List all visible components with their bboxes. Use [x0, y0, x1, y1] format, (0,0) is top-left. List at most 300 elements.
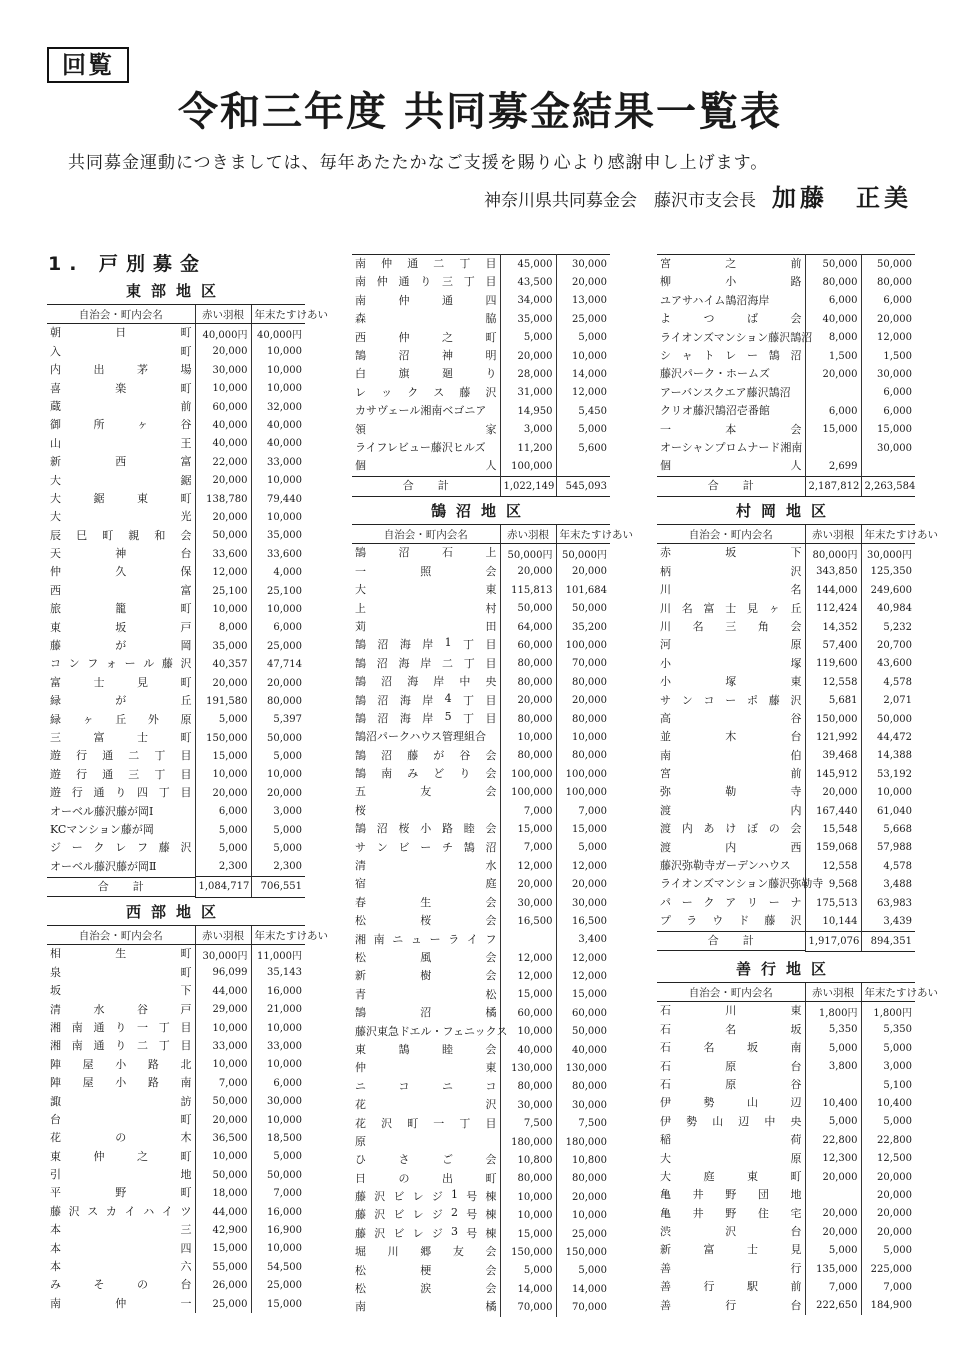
year-end-amount: 5,100 [861, 1076, 915, 1094]
table-row [352, 820, 610, 838]
year-end-amount: 10,000 [251, 1019, 305, 1037]
red-feather-amount: 20,000 [195, 472, 251, 490]
row-name [352, 857, 500, 875]
name-char: 石 [442, 546, 453, 560]
year-end-amount: 5,397 [251, 711, 305, 729]
name-char: 谷 [137, 1002, 148, 1016]
name-char: 富 [703, 601, 715, 615]
table-row [657, 1223, 915, 1241]
column-header-year: 年末たすけあい [861, 525, 915, 544]
red-feather-amount [805, 384, 861, 402]
red-feather-amount: 16,500 [500, 912, 556, 930]
name-char: 水 [93, 1002, 105, 1016]
name-char: レ [412, 1226, 424, 1240]
table-row [352, 421, 610, 439]
red-feather-amount: 28,000 [500, 365, 556, 383]
year-end-amount: 20,000 [861, 1205, 915, 1223]
table-row [657, 1168, 915, 1186]
year-end-amount: 249,600 [861, 581, 915, 599]
name-char: 通 [398, 275, 410, 289]
name-char: 南 [790, 1041, 802, 1055]
table-row [47, 945, 305, 964]
table-row [657, 365, 915, 383]
year-end-amount: 3,439 [861, 912, 915, 931]
name-char: 保 [180, 565, 192, 579]
total-label [352, 476, 500, 496]
row-name [657, 563, 805, 581]
name-char: 青 [355, 987, 366, 1001]
total-row [657, 476, 915, 496]
red-feather-amount: 2,300 [195, 858, 251, 877]
name-char: 大 [660, 1169, 671, 1183]
zengyo-district-block [657, 956, 938, 1315]
row-name: KCマンション藤が岡 [50, 822, 154, 836]
name-char: が [115, 694, 127, 708]
row-name [352, 457, 500, 475]
table-row [352, 1151, 610, 1169]
name-char: 個 [660, 459, 671, 473]
red-feather-amount: 10,800 [500, 1151, 556, 1169]
name-char: ニ [355, 1079, 366, 1093]
row-name [657, 1150, 805, 1168]
name-char: 三 [442, 275, 453, 289]
name-char: 原 [790, 638, 802, 652]
name-char: 沼 [377, 638, 389, 652]
row-name [47, 1240, 195, 1258]
name-char: 旅 [50, 602, 61, 616]
table-row [47, 619, 305, 637]
district-title: 鵠沼地区 [430, 502, 531, 520]
red-feather-amount: 80,000 [500, 673, 556, 691]
row-name [47, 674, 195, 692]
name-char: 藤 [355, 1190, 366, 1204]
name-char: そ [93, 1278, 105, 1292]
name-char: 号 [466, 1190, 478, 1204]
name-char: 領 [355, 422, 366, 436]
year-end-amount: 20,000 [251, 784, 305, 802]
name-char: 町 [180, 1186, 192, 1200]
year-end-amount: 4,578 [861, 857, 915, 875]
table-row [352, 1188, 610, 1206]
row-name [657, 255, 805, 273]
year-end-amount: 20,000 [861, 1168, 915, 1186]
red-feather-amount: 112,424 [805, 600, 861, 618]
name-char: 渡 [660, 822, 671, 836]
year-end-amount: 20,000 [556, 273, 610, 291]
name-char: 善 [660, 1261, 671, 1275]
row-name [47, 398, 195, 416]
year-end-amount: 3,000 [861, 1058, 915, 1076]
row-name [657, 783, 805, 801]
name-char: 和 [154, 528, 166, 542]
row-name [352, 765, 500, 783]
table-row [352, 912, 610, 930]
red-feather-amount [805, 439, 861, 457]
name-char: 橘 [485, 1300, 497, 1314]
name-char: 田 [485, 619, 497, 633]
table-row [47, 674, 305, 692]
row-name [47, 453, 195, 471]
name-char: 森 [355, 312, 366, 326]
row-name [657, 1039, 805, 1057]
row-name [47, 472, 195, 490]
year-end-amount: 10,000 [251, 361, 305, 379]
year-end-amount: 40,000 [251, 416, 305, 434]
name-char: 路 [790, 275, 802, 289]
year-end-amount: 21,000 [251, 1001, 305, 1019]
name-char: 山 [747, 1096, 758, 1110]
red-feather-amount: 1,800円 [805, 1002, 861, 1021]
name-char: 神 [115, 547, 127, 561]
name-char: 籠 [115, 602, 127, 616]
column-header-name: 自治会・町内会名 [352, 525, 500, 544]
red-feather-amount: 115,813 [500, 581, 556, 599]
name-char: 会 [485, 767, 497, 781]
table-row [352, 1059, 610, 1077]
table-row [352, 986, 610, 1004]
name-char: 会 [485, 1042, 497, 1056]
red-feather-amount: 14,950 [500, 402, 556, 420]
year-end-amount: 5,000 [556, 1262, 610, 1280]
red-feather-amount: 80,000 [500, 710, 556, 728]
row-name [47, 508, 195, 526]
year-end-amount: 6,000 [861, 384, 915, 402]
name-char: 東 [485, 583, 497, 597]
red-feather-amount: 42,900 [195, 1221, 251, 1239]
name-char: 目 [485, 638, 497, 652]
name-char: 野 [725, 1206, 737, 1220]
table-row [657, 820, 915, 838]
row-name [352, 1078, 500, 1096]
row-name [47, 582, 195, 600]
name-char: 団 [757, 1188, 769, 1202]
name-char: 善 [660, 1298, 671, 1312]
year-end-amount: 20,000 [861, 1186, 915, 1204]
name-char: 桜 [420, 914, 432, 928]
year-end-amount: 3,000 [251, 803, 305, 821]
row-name [657, 820, 805, 838]
name-char: ジ [50, 841, 61, 855]
name-char: 沼 [381, 675, 393, 689]
name-char: 涙 [420, 1282, 432, 1296]
row-name [352, 1004, 500, 1022]
row-name [657, 347, 805, 365]
name-char: 花 [355, 1098, 366, 1112]
red-feather-amount: 150,000 [805, 710, 861, 728]
name-char: 清 [50, 1002, 61, 1016]
name-char: 小 [725, 275, 737, 289]
table-row [47, 982, 305, 1000]
name-char: 東 [790, 675, 802, 689]
name-char: 台 [790, 730, 802, 744]
year-end-amount: 15,000 [251, 1295, 305, 1313]
name-char: 本 [725, 422, 737, 436]
name-char: 目 [485, 275, 497, 289]
total-row [657, 931, 915, 951]
name-char: 目 [485, 693, 497, 707]
name-char: 日 [355, 1171, 366, 1185]
name-char: 陣 [50, 1057, 61, 1071]
name-char: 名 [790, 583, 802, 597]
name-char: イ [124, 1204, 136, 1218]
name-char: 沢 [725, 1225, 737, 1239]
red-feather-amount: 64,000 [500, 618, 556, 636]
red-feather-amount: 60,000 [500, 636, 556, 654]
name-char: 沢 [68, 1204, 80, 1218]
name-char: 台 [50, 1112, 61, 1126]
row-name [352, 875, 500, 893]
table-row [657, 273, 915, 291]
table-row [47, 527, 305, 545]
table-row [352, 1023, 610, 1041]
name-char: 谷 [790, 711, 802, 725]
name-char: 会 [485, 969, 497, 983]
table-row [657, 402, 915, 420]
name-char: け [725, 822, 737, 836]
table-row [352, 1206, 610, 1224]
year-end-amount: 10,000 [251, 1240, 305, 1258]
year-end-amount: 20,000 [861, 1223, 915, 1241]
row-name [47, 600, 195, 618]
table-row [657, 329, 915, 347]
year-end-amount: 7,000 [556, 802, 610, 820]
name-char: 仲 [355, 1061, 366, 1075]
name-char: 伯 [790, 748, 802, 762]
year-end-amount: 100,000 [556, 783, 610, 801]
year-end-amount: 2,071 [861, 692, 915, 710]
name-char: 巳 [76, 528, 88, 542]
name-char: 鵠 [768, 348, 780, 362]
row-name [352, 1188, 500, 1206]
year-end-amount: 30,000 [556, 1096, 610, 1114]
table-row [47, 398, 305, 416]
red-feather-amount: 5,000 [805, 1039, 861, 1057]
name-char: 宮 [660, 257, 671, 270]
name-char: 会 [485, 1282, 497, 1296]
name-char: 会 [485, 1263, 497, 1277]
table-row [47, 711, 305, 729]
name-char: 荷 [790, 1133, 802, 1147]
red-feather-amount: 7,000 [195, 1074, 251, 1092]
name-char: 湘 [355, 932, 366, 946]
total-red: 1,022,149 [500, 476, 556, 496]
row-name: 藤沢弥勒寺ガーデンハウス [660, 859, 791, 873]
name-char: 村 [485, 601, 497, 615]
name-char: 鵠 [355, 656, 366, 670]
name-char: 富 [703, 1243, 715, 1257]
name-char: 海 [398, 656, 410, 670]
name-char: ビ [393, 1190, 405, 1204]
red-feather-amount: 25,000 [195, 1295, 251, 1313]
table-row [47, 1203, 305, 1221]
year-end-amount: 10,000 [556, 728, 610, 746]
name-char: 沢 [180, 841, 192, 855]
name-char: 計 [742, 934, 754, 948]
name-char: 通 [102, 749, 114, 763]
row-name [657, 839, 805, 857]
red-feather-amount: 70,000 [500, 1298, 556, 1316]
name-char: ー [725, 693, 737, 707]
name-char: 陣 [50, 1076, 61, 1090]
name-char: 井 [692, 1206, 704, 1220]
red-feather-amount: 2,699 [805, 457, 861, 476]
table-row [657, 581, 915, 599]
name-char: 友 [420, 785, 432, 799]
name-char: 鵠 [355, 711, 366, 725]
name-char: 名 [703, 1041, 715, 1055]
row-name [657, 1223, 805, 1241]
row-name [352, 710, 500, 728]
red-feather-amount: 12,000 [195, 563, 251, 581]
name-char: 生 [420, 895, 432, 909]
row-name [352, 384, 500, 402]
name-char: 見 [747, 601, 758, 615]
name-char: 目 [180, 786, 192, 800]
red-feather-amount: 80,000 [805, 273, 861, 291]
table-header [47, 305, 305, 324]
row-name [352, 292, 500, 310]
name-char: 丁 [463, 275, 475, 289]
table-row [47, 766, 305, 784]
column-header-red: 赤い羽根 [195, 305, 251, 324]
table-row [47, 343, 305, 361]
name-char: 小 [420, 822, 432, 836]
name-char: 海 [399, 711, 411, 725]
name-char: 岡 [180, 639, 192, 653]
year-end-amount: 16,500 [556, 912, 610, 930]
name-char: 大 [660, 1151, 671, 1165]
red-feather-amount: 6,000 [195, 803, 251, 821]
row-name [47, 1056, 195, 1074]
row-name [657, 1186, 805, 1204]
row-name [657, 1021, 805, 1039]
name-char: 町 [485, 1171, 497, 1185]
name-char: 西 [50, 583, 61, 597]
name-char: 西 [790, 840, 802, 854]
red-feather-amount: 180,000 [500, 1133, 556, 1151]
name-char: 岸 [422, 693, 434, 707]
name-char: ビ [398, 840, 410, 854]
name-char: 原 [180, 712, 192, 726]
name-char: ラ [448, 932, 460, 946]
row-name [352, 1170, 500, 1188]
red-feather-amount: 6,000 [805, 292, 861, 310]
name-char: 花 [355, 1116, 366, 1130]
name-char: 会 [485, 564, 497, 578]
name-char: 会 [485, 1153, 497, 1167]
name-char: 内 [725, 840, 737, 854]
name-char: 訪 [180, 1094, 192, 1108]
name-char: ー [420, 840, 432, 854]
table-row [47, 1258, 305, 1276]
name-char: ポ [747, 693, 758, 707]
year-end-amount: 20,000 [556, 875, 610, 893]
red-feather-amount: 159,068 [805, 839, 861, 857]
name-char: 丁 [459, 1116, 471, 1130]
district-title: 西部地区 [125, 903, 226, 921]
name-char: 会 [485, 785, 497, 799]
table-row [657, 1278, 915, 1296]
name-char: 町 [407, 1116, 419, 1130]
table-row [47, 1240, 305, 1258]
name-char: 本 [50, 1223, 61, 1237]
name-char: 沼 [398, 546, 410, 560]
name-char: 藤 [407, 748, 419, 762]
red-feather-amount: 30,000円 [195, 945, 251, 964]
table-row [47, 416, 305, 434]
name-char: 遊 [50, 749, 61, 763]
name-char: 善 [660, 1280, 671, 1294]
total-row [47, 877, 305, 897]
name-char: 木 [180, 1131, 192, 1145]
year-end-amount: 6,000 [251, 619, 305, 637]
table-row [47, 1001, 305, 1019]
year-end-amount: 20,000 [861, 310, 915, 328]
name-char: 南 [355, 275, 366, 289]
row-name [352, 1280, 500, 1298]
table-row [47, 1093, 305, 1111]
year-end-amount: 47,714 [251, 655, 305, 673]
name-char: 仲 [50, 565, 61, 579]
name-char: ス [87, 1204, 99, 1218]
name-char: ジ [431, 1190, 443, 1204]
name-char: 士 [725, 601, 737, 615]
name-char: 東 [137, 491, 148, 505]
year-end-amount: 20,700 [861, 636, 915, 654]
name-char: ャ [681, 348, 693, 362]
name-char: の [137, 1278, 148, 1292]
year-end-amount: 20,000 [556, 563, 610, 581]
red-feather-amount: 100,000 [500, 765, 556, 783]
year-end-amount: 20,000 [251, 674, 305, 692]
year-end-amount: 5,000 [556, 839, 610, 857]
red-feather-amount: 30,000 [500, 894, 556, 912]
red-feather-amount: 10,000 [195, 380, 251, 398]
year-end-amount: 80,000 [556, 1078, 610, 1096]
table-row [352, 581, 610, 599]
name-char: 旗 [398, 367, 410, 381]
table-row [657, 747, 915, 765]
name-char: 松 [485, 987, 497, 1001]
name-char: 丁 [154, 749, 166, 763]
row-name [47, 324, 195, 342]
name-char: 東 [50, 1149, 61, 1163]
table-row [657, 563, 915, 581]
row-name [352, 310, 500, 328]
table-row [657, 347, 915, 365]
table-header [352, 525, 610, 544]
name-char: 目 [180, 749, 192, 763]
row-name [47, 1001, 195, 1019]
table-row [47, 453, 305, 471]
name-char: 富 [93, 730, 105, 744]
name-char: 原 [790, 1151, 802, 1165]
year-end-amount: 50,000円 [556, 544, 610, 563]
name-char: 稲 [660, 1133, 671, 1147]
name-char: 目 [180, 767, 192, 781]
red-feather-amount: 26,000 [195, 1276, 251, 1294]
row-name [352, 255, 500, 273]
red-feather-amount: 50,000 [195, 527, 251, 545]
name-char: り [115, 786, 127, 800]
red-feather-amount: 14,000 [500, 1280, 556, 1298]
table-row [657, 1297, 915, 1315]
name-char: 出 [442, 1171, 453, 1185]
name-char: ニ [442, 1079, 453, 1093]
name-char: 坂 [725, 546, 737, 560]
name-char: 藤 [355, 1208, 366, 1222]
table-row [657, 857, 915, 875]
